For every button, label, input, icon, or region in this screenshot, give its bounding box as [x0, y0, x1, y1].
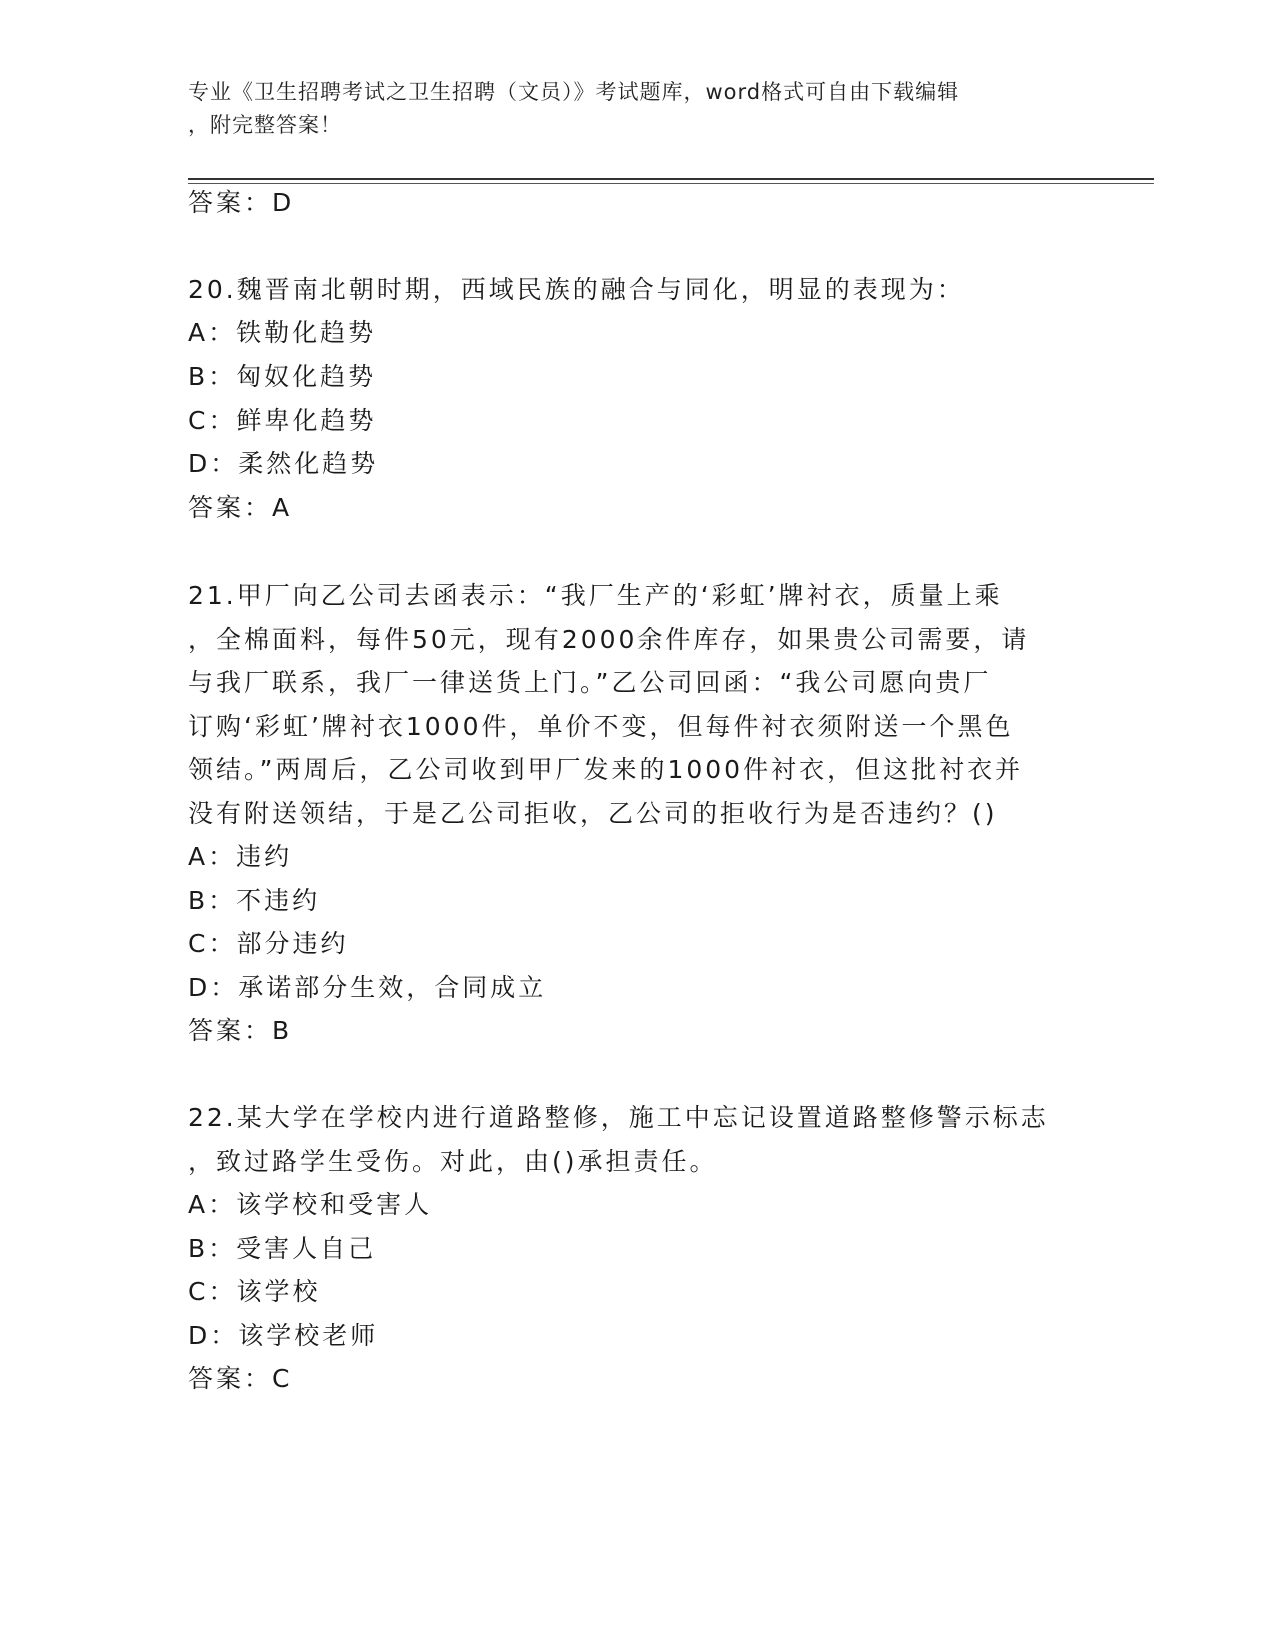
header-line-1: 专业《卫生招聘考试之卫生招聘（文员）》考试题库，word格式可自由下载编辑	[188, 80, 960, 104]
question-22-option-c: C：该学校	[188, 1277, 321, 1306]
question-20-stem: 20.魏晋南北朝时期，西域民族的融合与同化，明显的表现为：	[188, 275, 965, 304]
question-21-stem-line-2: ，全棉面料，每件50元，现有2000余件库存，如果贵公司需要，请	[188, 625, 1030, 654]
header-line-2: ，附完整答案！	[188, 113, 342, 137]
question-21-stem-line-5: 领结。”两周后，乙公司收到甲厂发来的1000件衬衣，但这批衬衣并	[188, 755, 1024, 784]
question-20-option-b: B：匈奴化趋势	[188, 362, 377, 391]
document-header	[188, 76, 1068, 142]
question-21-option-d: D：承诺部分生效，合同成立	[188, 973, 547, 1002]
question-22-stem-line-2: ，致过路学生受伤。对此，由()承担责任。	[188, 1147, 718, 1176]
answer-line: 答案：D	[188, 188, 295, 217]
question-21-answer: 答案：B	[188, 1016, 293, 1045]
question-21-stem-line-4: 订购‘彩虹’牌衬衣1000件，单价不变，但每件衬衣须附送一个黑色	[188, 712, 1014, 741]
question-20-answer: 答案：A	[188, 493, 293, 522]
question-22-option-d: D：该学校老师	[188, 1321, 379, 1350]
question-21-stem-line-1: 21.甲厂向乙公司去函表示：“我厂生产的‘彩虹’牌衬衣，质量上乘	[188, 581, 1003, 610]
question-22-answer: 答案：C	[188, 1364, 293, 1393]
question-20-option-a: A：铁勒化趋势	[188, 318, 377, 347]
question-20-option-c: C：鲜卑化趋势	[188, 406, 377, 435]
question-21-option-b: B：不违约	[188, 886, 321, 915]
question-22-stem-line-1: 22.某大学在学校内进行道路整修，施工中忘记设置道路整修警示标志	[188, 1103, 1049, 1132]
question-22-option-b: B：受害人自己	[188, 1234, 377, 1263]
header-divider-thin	[188, 183, 1154, 184]
question-21-stem-line-6: 没有附送领结，于是乙公司拒收，乙公司的拒收行为是否违约？()	[188, 799, 998, 828]
question-22-option-a: A：该学校和受害人	[188, 1190, 433, 1219]
question-21-stem-line-3: 与我厂联系，我厂一律送货上门。”乙公司回函：“我公司愿向贵厂	[188, 668, 992, 697]
question-21-option-a: A：违约	[188, 842, 293, 871]
header-divider-thick	[188, 178, 1154, 180]
question-21-option-c: C：部分违约	[188, 929, 349, 958]
question-20-option-d: D：柔然化趋势	[188, 449, 379, 478]
